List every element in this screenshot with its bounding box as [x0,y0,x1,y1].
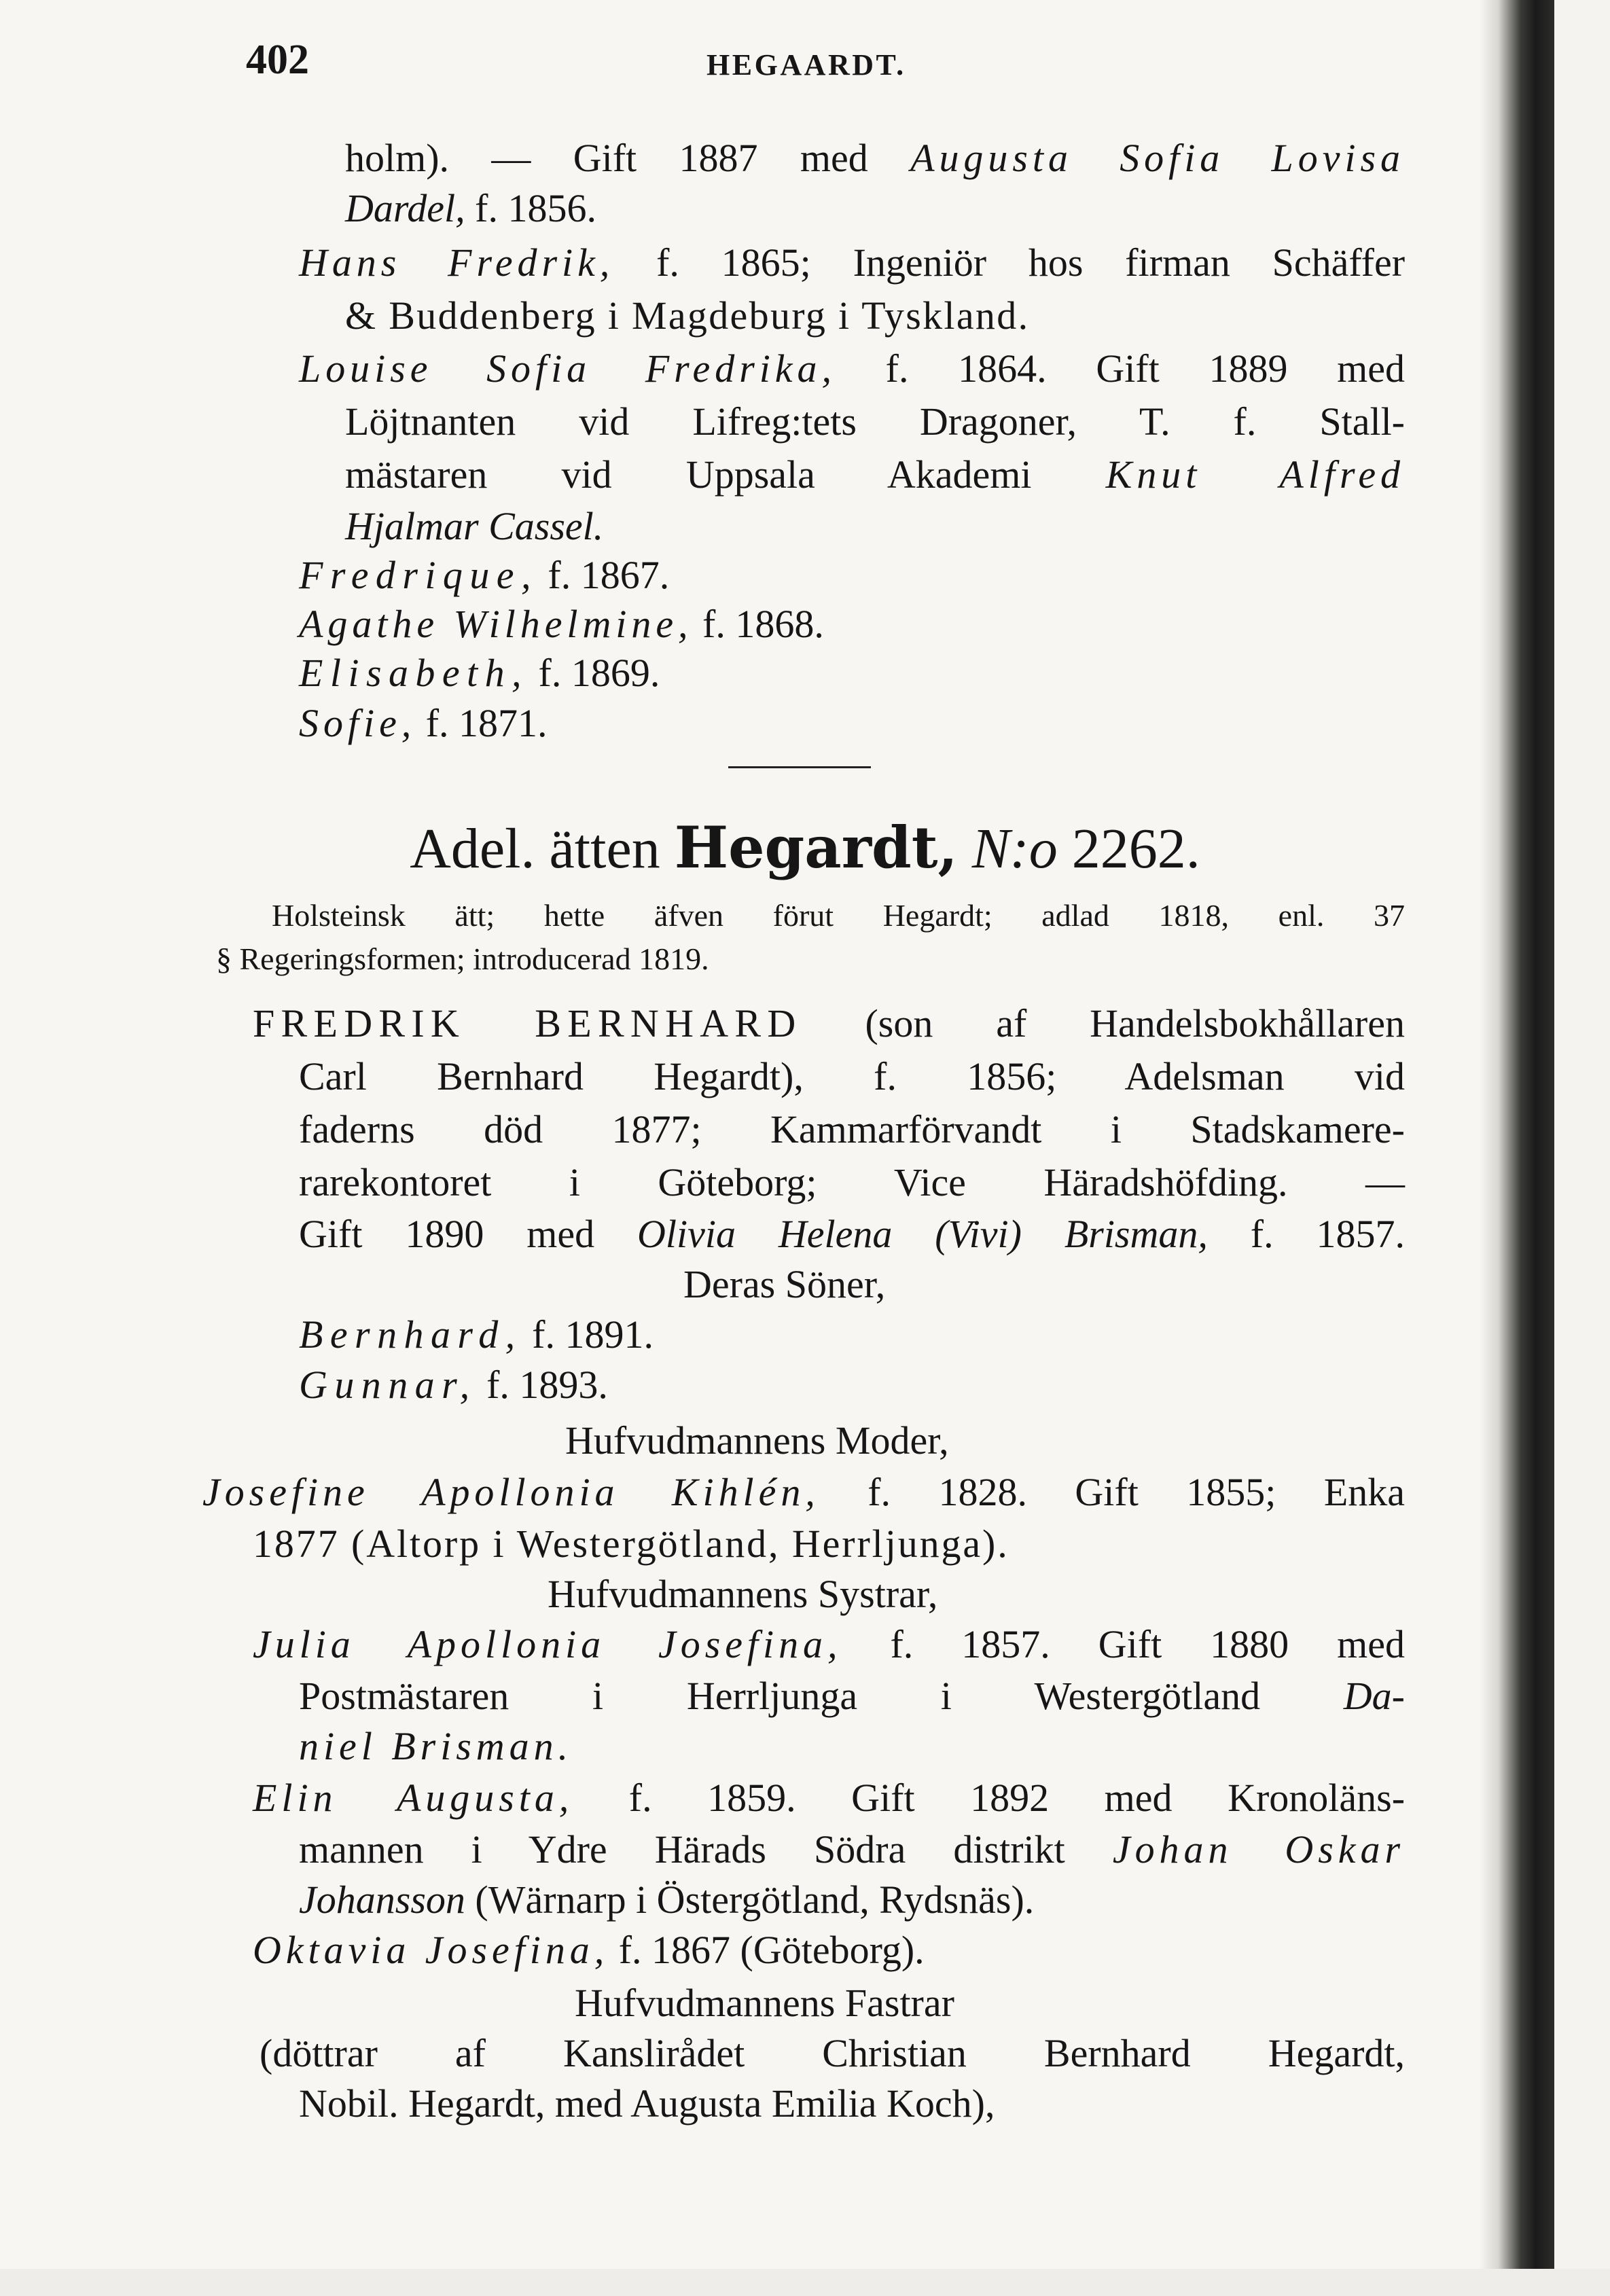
text-line: Elisabeth, f. 1869. [299,651,660,695]
text-line: rarekontoret i Göteborg; Vice Häradshöfding. — [299,1160,1405,1204]
text-line: holm). — Gift 1887 med Augusta Sofia Lovisa [345,136,1405,180]
text-line: Josefine Apollonia Kihlén, f. 1828. Gift 1855; Enka [202,1470,1406,1514]
text-line: Hans Fredrik, f. 1865; Ingeniör hos firman Schäffer [299,240,1406,285]
text-line: Nobil. Hegardt, med Augusta Emilia Koch), [299,2081,995,2125]
subheading: Hufvudmannens Fastrar [575,1981,954,2025]
text-line: Agathe Wilhelmine, f. 1868. [299,602,824,646]
text-line: Gift 1890 med Olivia Helena (Vivi) Brisman, f. 1857. [299,1212,1405,1256]
text-line: Postmästaren i Herrljunga i Westergötland Da- [299,1674,1405,1718]
page-bottom-margin [0,2269,1610,2296]
text-line: Bernhard, f. 1891. [299,1312,654,1357]
text-line: Dardel, f. 1856. [345,186,596,230]
text-line: Johansson (Wärnarp i Östergötland, Rydsnäs). [299,1878,1035,1922]
running-title: HEGAARDT. [706,48,906,82]
text-line: Sofie, f. 1871. [299,701,548,745]
text-line: Löjtnanten vid Lifreg:tets Dragoner, T. f. Stall- [345,399,1405,444]
subheading: Hufvudmannens Systrar, [548,1572,938,1616]
text-line: 1877 (Altorp i Westergötland, Herrljunga). [253,1522,1009,1566]
text-line: Carl Bernhard Hegardt), f. 1856; Adelsman vid [299,1054,1405,1098]
section-divider [728,766,871,768]
text-line: Fredrique, f. 1867. [299,553,670,597]
text-line: Elin Augusta, f. 1859. Gift 1892 med Kronoläns- [253,1776,1406,1820]
text-line: niel Brisman. [299,1724,573,1768]
text-line: FREDRIK BERNHARD (son af Handelsbokhållaren [253,1001,1405,1045]
page-number: 402 [246,37,309,83]
text-line: mästaren vid Uppsala Akademi Knut Alfred [345,452,1405,497]
text-line: Gunnar, f. 1893. [299,1363,608,1407]
section-heading: Adel. ätten Hegardt, N:o 2262. [410,814,1200,881]
page-margin-right [1554,0,1610,2296]
section-note: Holsteinsk ätt; hette äfven förut Hegardt; adlad 1818, enl. 37 [272,898,1405,933]
text-line: faderns död 1877; Kammarförvandt i Stadskamere- [299,1107,1405,1151]
text-line: mannen i Ydre Härads Södra distrikt Johan Oskar [299,1827,1406,1871]
text-line: (döttrar af Kanslirådet Christian Bernhard Hegardt, [260,2031,1405,2075]
text-line: Hjalmar Cassel. [345,504,604,548]
book-binding-edge [1480,0,1554,2272]
subheading: Hufvudmannens Moder, [565,1418,949,1463]
text-line: Julia Apollonia Josefina, f. 1857. Gift 1880 med [253,1622,1406,1666]
text-line: Louise Sofia Fredrika, f. 1864. Gift 1889 med [299,346,1406,391]
section-note: § Regeringsformen; introducerad 1819. [216,941,709,976]
text-line: & Buddenberg i Magdeburg i Tyskland. [345,293,1030,338]
text-line: Oktavia Josefina, f. 1867 (Göteborg). [253,1928,925,1972]
subheading: Deras Söner, [683,1262,886,1306]
